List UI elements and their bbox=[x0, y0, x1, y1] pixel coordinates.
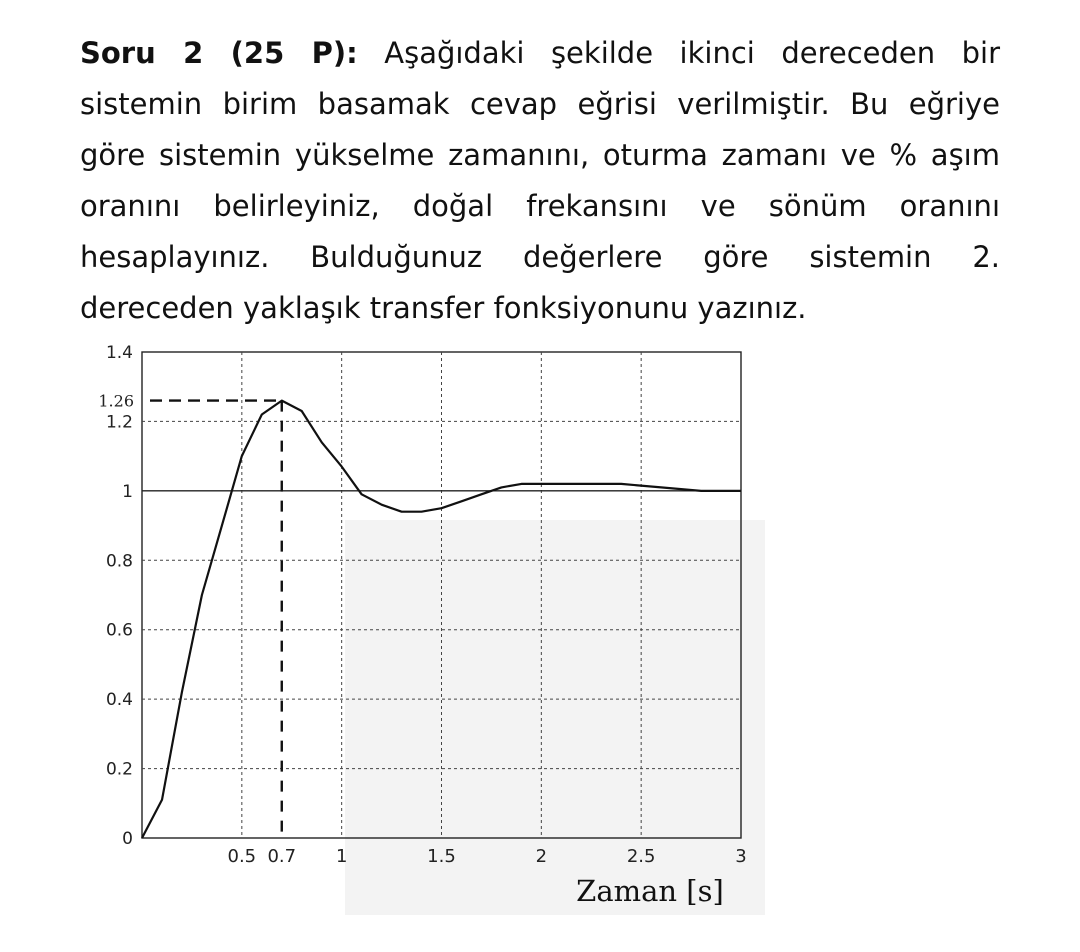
x-tick-label-5: 3 bbox=[735, 846, 747, 867]
question-line-5: hesaplayınız. Bulduğunuz değerlere göre sistemin 2. bbox=[80, 240, 1000, 274]
question-line-2: sistemin birim basamak cevap eğrisi verilmiştir. Bu eğriye bbox=[80, 87, 1000, 121]
background-shade bbox=[345, 520, 765, 915]
y-tick-label-2: 0.4 bbox=[105, 690, 133, 711]
x-tick-label-1: 1 bbox=[335, 846, 348, 867]
y-tick-label-4: 0.8 bbox=[105, 551, 133, 572]
x-axis-label: Zaman [s] bbox=[576, 874, 724, 908]
question-line-3: göre sistemin yükselme zamanını, oturma zamanı ve % aşım bbox=[80, 138, 1000, 172]
question-line-1-text: Aşağıdaki şekilde ikinci dereceden bir bbox=[384, 36, 1000, 70]
x-tick-label-4: 2.5 bbox=[626, 846, 656, 867]
y-tick-label-7: 1.4 bbox=[105, 343, 133, 363]
question-heading: Soru 2 (25 P): bbox=[80, 36, 358, 70]
y-tick-label-0: 0 bbox=[122, 829, 133, 849]
peak-y-label: 1.26 bbox=[98, 391, 134, 411]
x-tick-label-2: 1.5 bbox=[427, 846, 456, 867]
y-tick-label-3: 0.6 bbox=[105, 620, 133, 641]
x-tick-label-3: 2 bbox=[535, 846, 548, 867]
x-tick-label-0: 0.5 bbox=[227, 846, 257, 867]
y-tick-label-6: 1.2 bbox=[105, 412, 133, 433]
peak-x-label: 0.7 bbox=[267, 846, 297, 867]
y-tick-label-5: 1 bbox=[122, 481, 133, 502]
question-line-4: oranını belirleyiniz, doğal frekansını ve sönüm oranını bbox=[80, 189, 1000, 223]
question-line-6: dereceden yaklaşık transfer fonksiyonunu yazınız. bbox=[80, 291, 807, 325]
y-tick-label-1: 0.2 bbox=[105, 759, 133, 780]
